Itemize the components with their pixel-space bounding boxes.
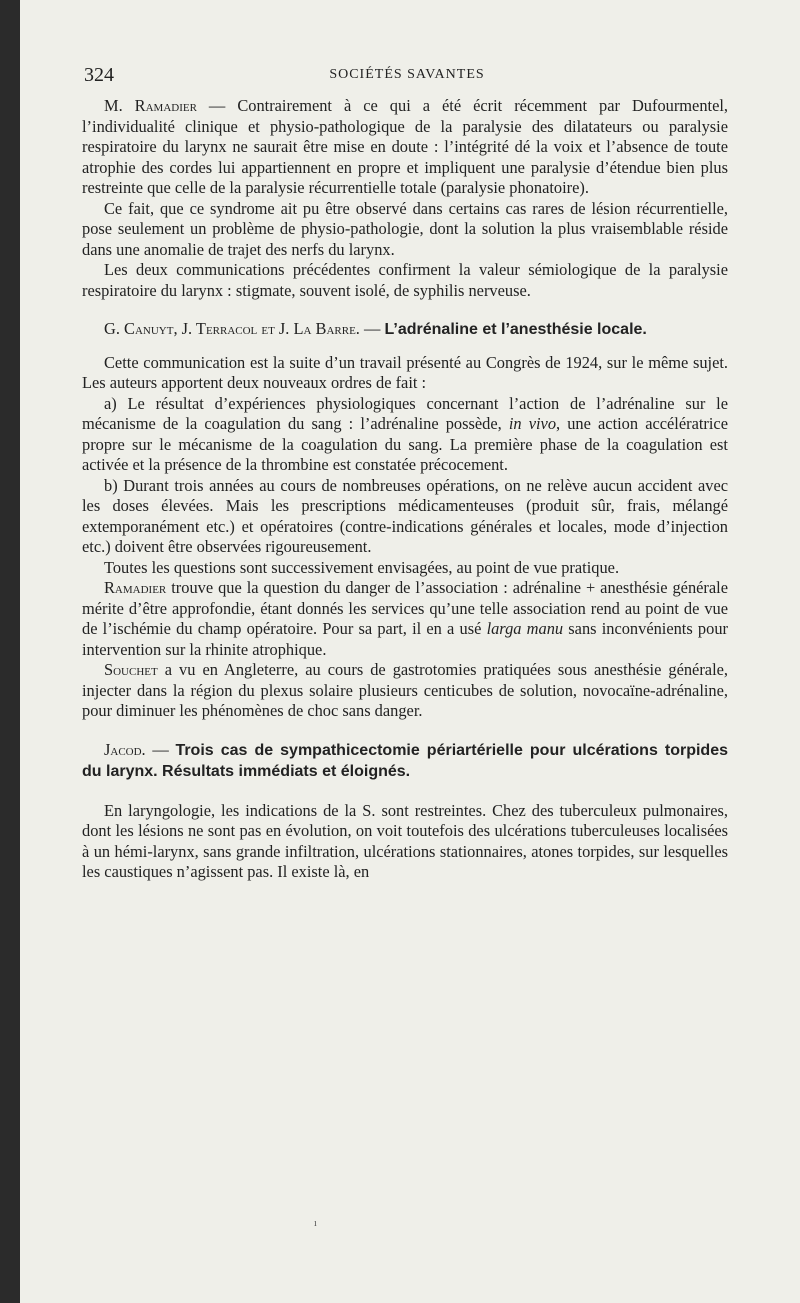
running-title: SOCIÉTÉS SAVANTES: [329, 67, 485, 82]
paragraph: [82, 394, 728, 476]
page-header: [84, 64, 730, 88]
paragraph-text: — Contrairement à ce qui a été écrit récemment par Dufourmentel, l’individualité clinique et physio-pathologique de la paralysie des dilatateurs ou paralysie respiratoire du larynx ne saurait être mise en doute : l’intégrité dé la voix et l’absence de toute atrophie des cordes lui appartiennent en propre et impliquent une paralysie d’étendue bien plus restreinte que celle de la paralysie récurrentielle totale (paralysie phonatoire).: [82, 96, 728, 197]
paragraph: b) Durant trois années au cours de nombreuses opérations, on ne relève aucun accident avec les doses élevées. Mais les prescriptions médicamenteuses (produit sûr, frais, mélangé extemporanément etc.) et opératoires (contre-indications générales et locales, mode d’injection etc.) doivent être observées rigoureusement.: [82, 475, 728, 556]
page-number: 324: [84, 64, 114, 86]
paragraph: Ce fait, que ce syndrome ait pu être observé dans certains cas rares de lésion récurrentielle, pose seulement un problème de physio-pathologie, dont la solution la plus vraisemblable réside dans une anomalie de trajet des nerfs du larynx.: [82, 198, 728, 259]
paragraph: [82, 660, 728, 722]
paragraph-text: a) Le résultat d’expériences physiologiques concernant l’action de l’adrénaline sur le mécanisme de la coagulation du sang : l’adrénaline possède,: [82, 393, 728, 433]
section-heading: [82, 319, 728, 341]
speaker-name: Ramadier: [104, 578, 167, 597]
paragraph: En laryngologie, les indications de la S. sont restreintes. Chez des tuberculeux pulmonaires, dont les lésions ne sont pas en évolution, on voit toutefois des ulcérations tuberculeuses localisées à un hémi-larynx, sans grande infiltration, ulcérations stationnaires, atones torpides, sur lesquelles les caustiques n’agissent pas. Il existe là, en: [82, 800, 728, 881]
section-authors: Jacod.: [104, 739, 146, 759]
paragraph: Les deux communications précédentes confirment la valeur sémiologique de la paralysie respiratoire du larynx : stigmate, souvent isolé, de syphilis nerveuse.: [82, 260, 728, 300]
italic-text: larga manu: [486, 619, 564, 638]
section-gap: [82, 783, 728, 801]
section-gap: [82, 722, 728, 740]
italic-text: in vivo: [508, 414, 557, 433]
section-title: L’adrénaline et l’anesthésie locale.: [384, 321, 647, 338]
paragraph-text: a vu en Angleterre, au cours de gastrotomies pratiquées sous anesthésie générale, injecter dans la région du plexus solaire plusieurs centicubes de solution, novocaïne-adrénaline, pour diminuer les phénomènes de choc sans danger.: [82, 660, 728, 720]
document-page: [20, 0, 800, 1303]
footer-mark: ı: [314, 1218, 317, 1229]
paragraph-text: , une action accélératrice propre sur le mécanisme de la coagulation du sang. La première phase de la coagulation est activée et la présence de la thrombine est constatée précocement.: [82, 414, 728, 474]
body-text: [82, 96, 728, 883]
paragraph: Cette communication est la suite d’un travail présenté au Congrès de 1924, sur le même sujet. Les auteurs apportent deux nouveaux ordres de fait :: [82, 352, 728, 392]
heading-dash: —: [359, 319, 385, 338]
section-gap: [82, 301, 728, 319]
section-gap: [82, 341, 728, 353]
paragraph: [82, 578, 728, 660]
section-heading: [82, 740, 728, 783]
heading-dash: —: [145, 739, 176, 759]
speaker-name: M. Ramadier: [104, 96, 197, 115]
section-title: Trois cas de sympathicectomie périartérielle pour ulcérations torpides du larynx. Résultats immédiats et éloignés.: [82, 741, 728, 780]
speaker-name: Souchet: [104, 660, 158, 679]
section-authors: G. Canuyt, J. Terracol et J. La Barre.: [104, 319, 360, 338]
paragraph: [82, 96, 728, 199]
paragraph-text: trouve que la question du danger de l’association : adrénaline + anesthésie générale mérite d’être approfondie, étant donnés les services qu’une telle association rend au point de vue de l’ischémie du champ opératoire. Pour sa part, il en a usé: [82, 578, 728, 638]
paragraph: Toutes les questions sont successivement envisagées, au point de vue pratique.: [104, 557, 620, 577]
paragraph-text: sans inconvénients pour intervention sur la rhinite atrophique.: [82, 619, 728, 659]
